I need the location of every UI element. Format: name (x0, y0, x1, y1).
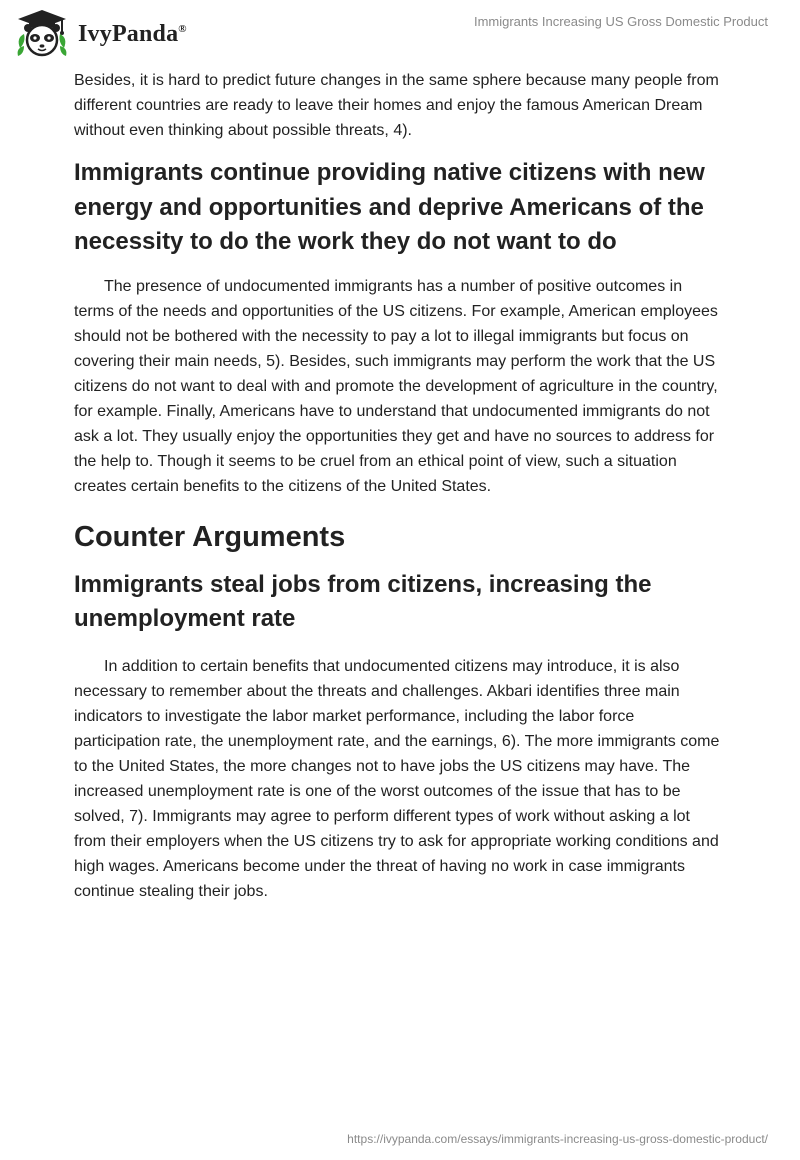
brand-name: IvyPanda® (78, 20, 187, 47)
counter-arguments-heading: Counter Arguments (74, 520, 346, 553)
section-heading: Immigrants continue providing native citizens with new energy and opportunities and deprive Americans of the necessity to do the work they do not want to do (74, 159, 705, 255)
page-header (0, 0, 800, 70)
section-paragraph: In addition to certain benefits that undocumented citizens may introduce, it is also necessary to remember about the threats and challenges. Akbari identifies three main indicators to investigate the labor market performance, including the labor force participation rate, the unemployment rate, and the earnings, 6). The more immigrants come to the United States, the more changes not to have jobs the US citizens may have. The increased unemployment rate is one of the worst outcomes of the issue that has to be solved, 7). Immigrants may agree to perform different types of work without asking a lot from their employers when the US citizens try to ask for appropriate working conditions and high wages. Americans become under the threat of having no work in case immigrants continue stealing their jobs. (74, 657, 720, 900)
ivypanda-logo[interactable] (14, 8, 187, 60)
essay-content (74, 68, 724, 904)
section-heading: Immigrants steal jobs from citizens, increasing the unemployment rate (74, 570, 652, 632)
document-title: Immigrants Increasing US Gross Domestic Product (473, 14, 768, 29)
source-url-link[interactable]: https://ivypanda.com/essays/immigrants-increasing-us-gross-domestic-product/ (347, 1132, 768, 1146)
intro-paragraph: Besides, it is hard to predict future changes in the same sphere because many people from different countries are ready to leave their homes and enjoy the famous American Dream without even thinking about possible threats, 4). (74, 72, 719, 139)
section-paragraph: The presence of undocumented immigrants has a number of positive outcomes in terms of the needs and opportunities of the US citizens. For example, American employees should not be bothered with the necessity to pay a lot to illegal immigrants but focus on covering their main needs, 5). Besides, such immigrants may perform the work that the US citizens do not want to deal with and promote the development of agriculture in the country, for example. Finally, Americans have to understand that undocumented immigrants do not ask a lot. They usually enjoy the opportunities they get and have no sources to address for the help to. Though it seems to be cruel from an ethical point of view, such a situation creates certain benefits to the citizens of the United States. (74, 277, 718, 495)
panda-graduate-icon (14, 8, 70, 60)
